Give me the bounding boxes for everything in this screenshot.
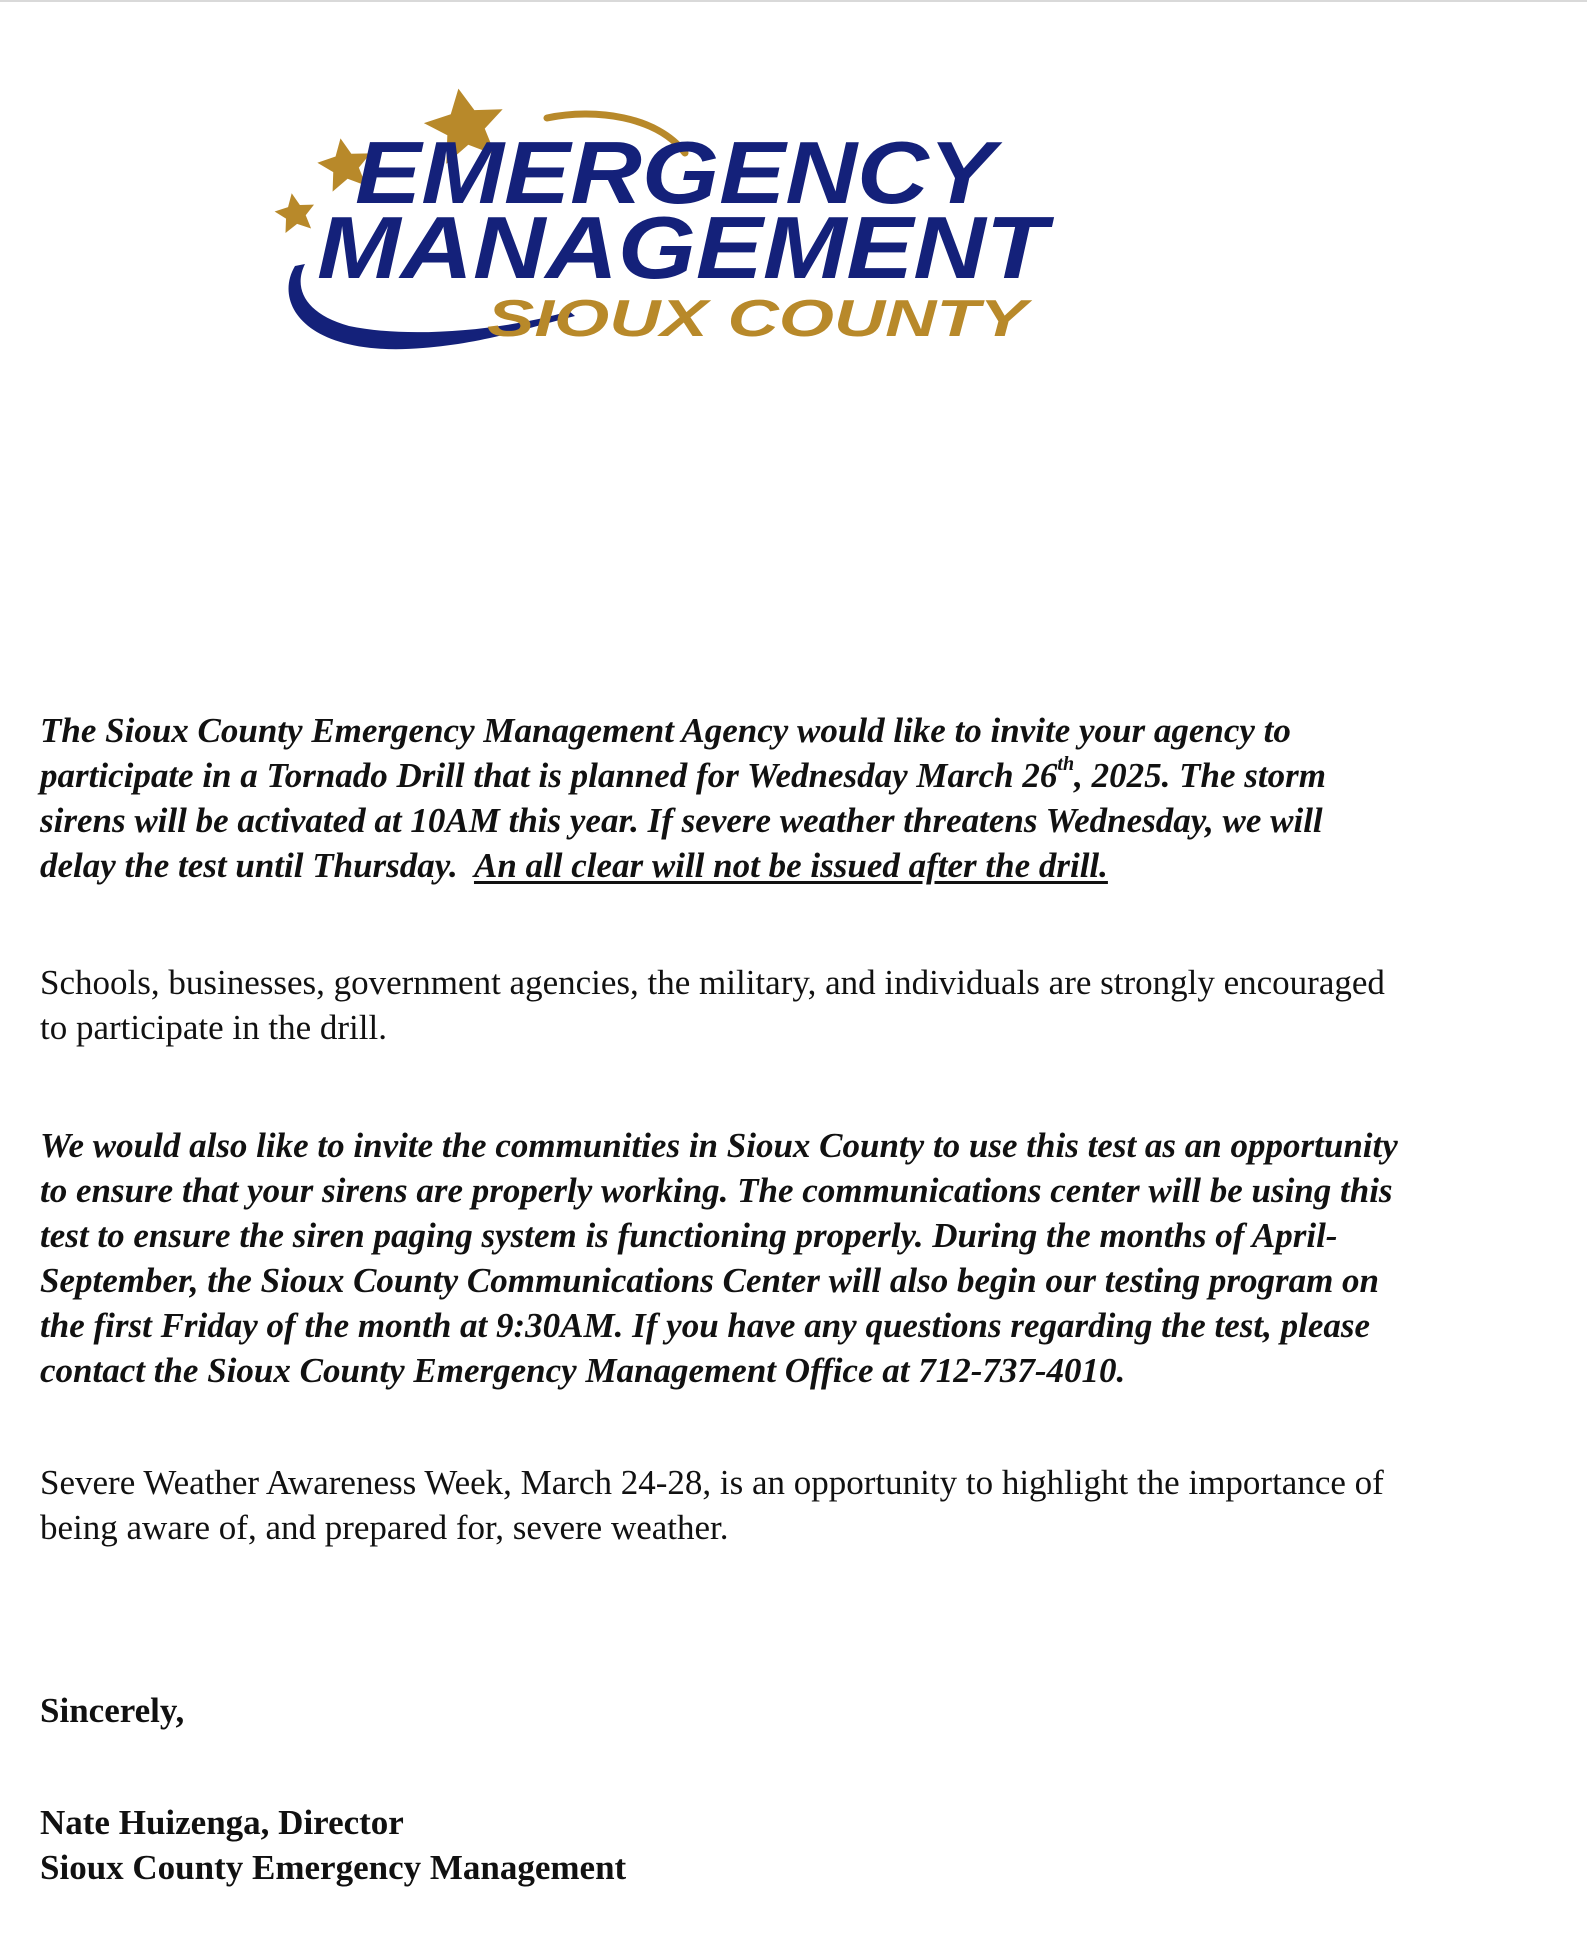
all-clear-notice: An all clear will not be issued after the drill. <box>473 846 1108 885</box>
paragraph-participation-line2: to participate in the drill. <box>40 1008 387 1047</box>
logo-management-text: MANAGEMENT <box>317 198 1055 297</box>
paragraph-invitation-line4 <box>40 846 1108 885</box>
paragraph-participation-line1: Schools, businesses, government agencies, the military, and individuals are strongly encouraged <box>40 963 1385 1002</box>
star-icon-small <box>272 190 318 234</box>
closing: Sincerely, <box>40 1691 185 1730</box>
paragraph-communities-line3: test to ensure the siren paging system is functioning properly. During the months of April- <box>40 1216 1338 1255</box>
paragraph-invitation-line3: sirens will be activated at 10AM this year. If severe weather threatens Wednesday, we will <box>40 801 1323 840</box>
logo-emergency-text: EMERGENCY <box>355 123 1004 222</box>
signature-name-title: Nate Huizenga, Director <box>40 1803 404 1842</box>
paragraph-communities <box>40 1123 1540 1393</box>
line4-text: delay the test until Thursday. <box>40 846 474 885</box>
line2-text: participate in a Tornado Drill that is planned for Wednesday March 26 <box>40 756 1058 795</box>
paragraph-communities-line4: September, the Sioux County Communications Center will also begin our testing program on <box>40 1261 1380 1300</box>
paragraph-awareness-week <box>40 1460 1540 1550</box>
paragraph-communities-line2: to ensure that your sirens are properly working. The communications center will be using this <box>40 1171 1393 1210</box>
paragraph-awareness-line2: being aware of, and prepared for, severe weather. <box>40 1508 729 1547</box>
paragraph-invitation-line2 <box>40 753 1326 795</box>
logo-graphic <box>265 78 1285 368</box>
line2-text-end: , 2025. The storm <box>1074 756 1326 795</box>
letter-body <box>40 708 1540 888</box>
paragraph-participation <box>40 960 1540 1050</box>
signature-organization: Sioux County Emergency Management <box>40 1848 627 1887</box>
paragraph-awareness-line1: Severe Weather Awareness Week, March 24-28, is an opportunity to highlight the importance of <box>40 1463 1384 1502</box>
paragraph-invitation <box>40 708 1540 888</box>
logo-sioux-county-text: SIOUX COUNTY <box>487 290 1033 348</box>
signature-block <box>40 1800 1540 1890</box>
paragraph-communities-line5: the first Friday of the month at 9:30AM. If you have any questions regarding the test, please <box>40 1306 1371 1345</box>
top-rule <box>0 0 1587 2</box>
ordinal-suffix: th <box>1057 753 1075 776</box>
emergency-management-logo <box>265 78 1285 368</box>
paragraph-communities-line6: contact the Sioux County Emergency Management Office at 712-737-4010. <box>40 1351 1126 1390</box>
paragraph-invitation-line1: The Sioux County Emergency Management Agency would like to invite your agency to <box>40 711 1291 750</box>
paragraph-communities-line1: We would also like to invite the communities in Sioux County to use this test as an opportunity <box>40 1126 1398 1165</box>
